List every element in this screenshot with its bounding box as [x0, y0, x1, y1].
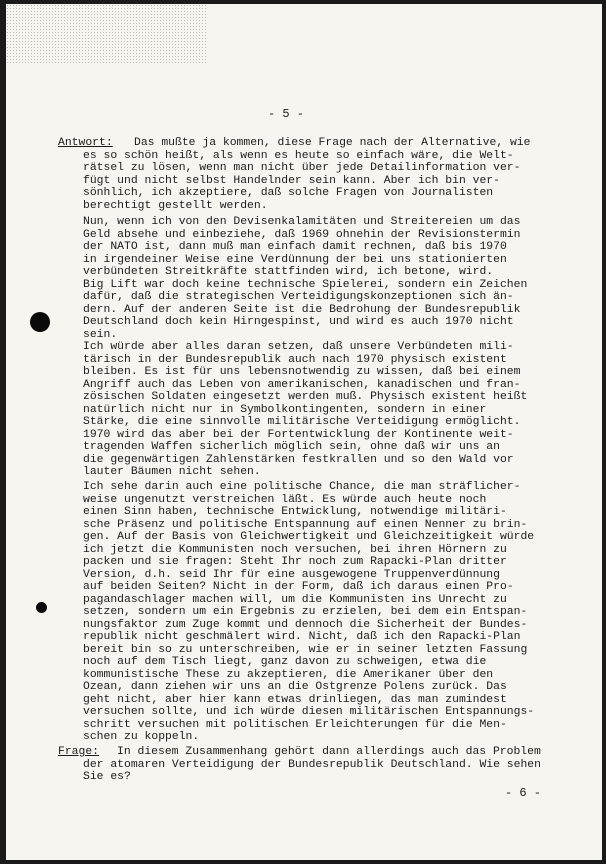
- answer-line: weise ungenutzt verstreichen läßt. Es würde auch heute noch: [83, 493, 487, 506]
- answer-line: sein.: [83, 328, 118, 341]
- answer-line: rätsel zu lösen, wenn man nicht über jede Detailinformation ver-: [83, 162, 521, 174]
- answer-line: Ich sehe darin auch eine politische Chance, die man sträflicher-: [83, 481, 521, 493]
- question-label: Frage:: [58, 746, 100, 758]
- answer-line: auf beiden Seiten? Nicht in der Form, daß ich daraus einen Pro-: [83, 581, 514, 593]
- answer-line: kommunistische These zu akzeptieren, die Amerikaner über den: [83, 668, 494, 681]
- answer-line: sche Präsenz und politische Entspannung auf einen Nenner zu brin-: [83, 518, 528, 531]
- answer-line: dafür, daß die strategischen Verteidigungskonzeptionen sich än-: [83, 291, 514, 303]
- answer-line: geht nicht, aber hier kann etwas drinliegen, das man zumindest: [83, 693, 507, 706]
- question-line: Sie es?: [83, 771, 131, 783]
- answer-line: bereit bin so zu unterschreiben, wie er in seiner letzten Fassung: [83, 643, 528, 656]
- answer-line: einen Sinn haben, technische Entwicklung, notwendige militäri-: [83, 506, 507, 518]
- answer-line: pagandaschlager machen will, um die Kommunisten ins Unrecht zu: [83, 593, 507, 606]
- answer-line: noch auf dem Tisch liegt, ganz davon zu schweigen, etwa die: [83, 656, 487, 668]
- answer-line: 1970 wird das aber bei der Fortentwicklung der Kontinente weit-: [83, 428, 514, 441]
- answer-line: dern. Auf der anderen Seite ist die Bedrohung der Bundesrepublik: [83, 303, 521, 316]
- answer-line: berechtigt gestellt werden.: [83, 199, 268, 212]
- answer-line: Big Lift war doch keine technische Spielerei, sondern ein Zeichen: [83, 278, 528, 291]
- answer-line: die gegenwärtigen Zahlenstärken festkrallen und so den Wald vor: [83, 453, 514, 466]
- document-page: [6, 4, 602, 860]
- next-page-marker: - 6 -: [505, 786, 542, 800]
- answer-line: Ich würde aber alles daran setzen, daß unsere Verbündeten mili-: [83, 341, 514, 353]
- question-line: der atomaren Verteidigung der Bundesrepublik Deutschland. Wie sehen: [83, 758, 541, 771]
- answer-line: tärisch in der Bundesrepublik auch nach 1970 physisch existent: [83, 353, 507, 366]
- answer-line: Version, d.h. seid Ihr für eine ausgewogene Truppenverdünnung: [83, 568, 500, 581]
- question-line: In diesem Zusammenhang gehört dann allerdings auch das Problem: [117, 746, 541, 758]
- answer-line: ich jetzt die Kommunisten noch versuchen, bei ihren Hörnern zu: [83, 543, 507, 556]
- answer-line: Stärke, die eine sinnvolle militärische Verteidigung ermöglicht.: [83, 416, 521, 428]
- answer-line: tragenden Waffen sicherlich möglich sein, ohne daß wir uns an: [83, 441, 500, 453]
- answer-label: Antwort:: [58, 137, 113, 149]
- answer-line: Das mußte ja kommen, diese Frage nach der Alternative, wie: [134, 137, 531, 149]
- answer-line: der NATO ist, dann muß man einfach damit rechnen, daß bis 1970: [83, 241, 507, 253]
- answer-line: natürlich nicht nur in Symbolkontingenten, sondern in einer: [83, 403, 487, 416]
- typed-text: [6, 4, 602, 860]
- answer-line: gen. Auf der Basis von Gleichwertigkeit und Gleichzeitigkeit würde: [83, 531, 535, 543]
- page-number: - 5 -: [268, 107, 305, 121]
- answer-line: schen zu koppeln.: [83, 731, 200, 743]
- answer-line: nungsfaktor zum Zuge kommt und dennoch die Sicherheit der Bundes-: [83, 618, 528, 631]
- answer-line: setzen, sondern um ein Ergebnis zu erzielen, bei dem ein Entspan-: [83, 606, 528, 618]
- answer-line: versuchen sollte, und ich würde diesen militärischen Entspannungs-: [83, 706, 535, 718]
- answer-line: packen und sie fragen: Steht Ihr noch zum Rapacki-Plan dritter: [83, 556, 507, 568]
- answer-line: bleiben. Es ist für uns lebensnotwendig zu wissen, daß bei einem: [83, 366, 521, 378]
- answer-line: fügt und nicht selbst Handelnder sein kann. Aber ich bin ver-: [83, 174, 500, 187]
- answer-line: in irgendeiner Weise eine Verdünnung der bei uns stationierten: [83, 253, 507, 266]
- answer-line: zösischen Soldaten eingesetzt werden muß. Physisch existent heißt: [83, 391, 528, 403]
- answer-line: republik nicht geschmälert wird. Nicht, daß ich den Rapacki-Plan: [83, 631, 521, 643]
- answer-line: Geld absehe und einbeziehe, daß 1969 ohnehin der Revisionstermin: [83, 228, 521, 241]
- answer-line: sönhlich, ich akzeptiere, daß solche Fragen von Journalisten: [83, 187, 494, 199]
- answer-line: Deutschland doch kein Hirngespinst, und wird es auch 1970 nicht: [83, 316, 514, 328]
- answer-line: es so schön heißt, als wenn es heute so einfach wäre, die Welt-: [83, 149, 514, 162]
- answer-line: Angriff auch das Leben von amerikanischen, kanadischen und fran-: [83, 378, 521, 391]
- answer-line: schritt versuchen mit politischen Erleichterungen für die Men-: [83, 718, 507, 731]
- answer-line: lauter Bäumen nicht sehen.: [83, 466, 261, 478]
- answer-line: Nun, wenn ich von den Devisenkalamitäten und Streitereien um das: [83, 216, 521, 228]
- answer-line: Ozean, dann ziehen wir uns an die Ostgrenze Polens zurück. Das: [83, 681, 507, 693]
- answer-line: verbündeten Streitkräfte stattfinden wird, ich betone, wird.: [83, 266, 494, 278]
